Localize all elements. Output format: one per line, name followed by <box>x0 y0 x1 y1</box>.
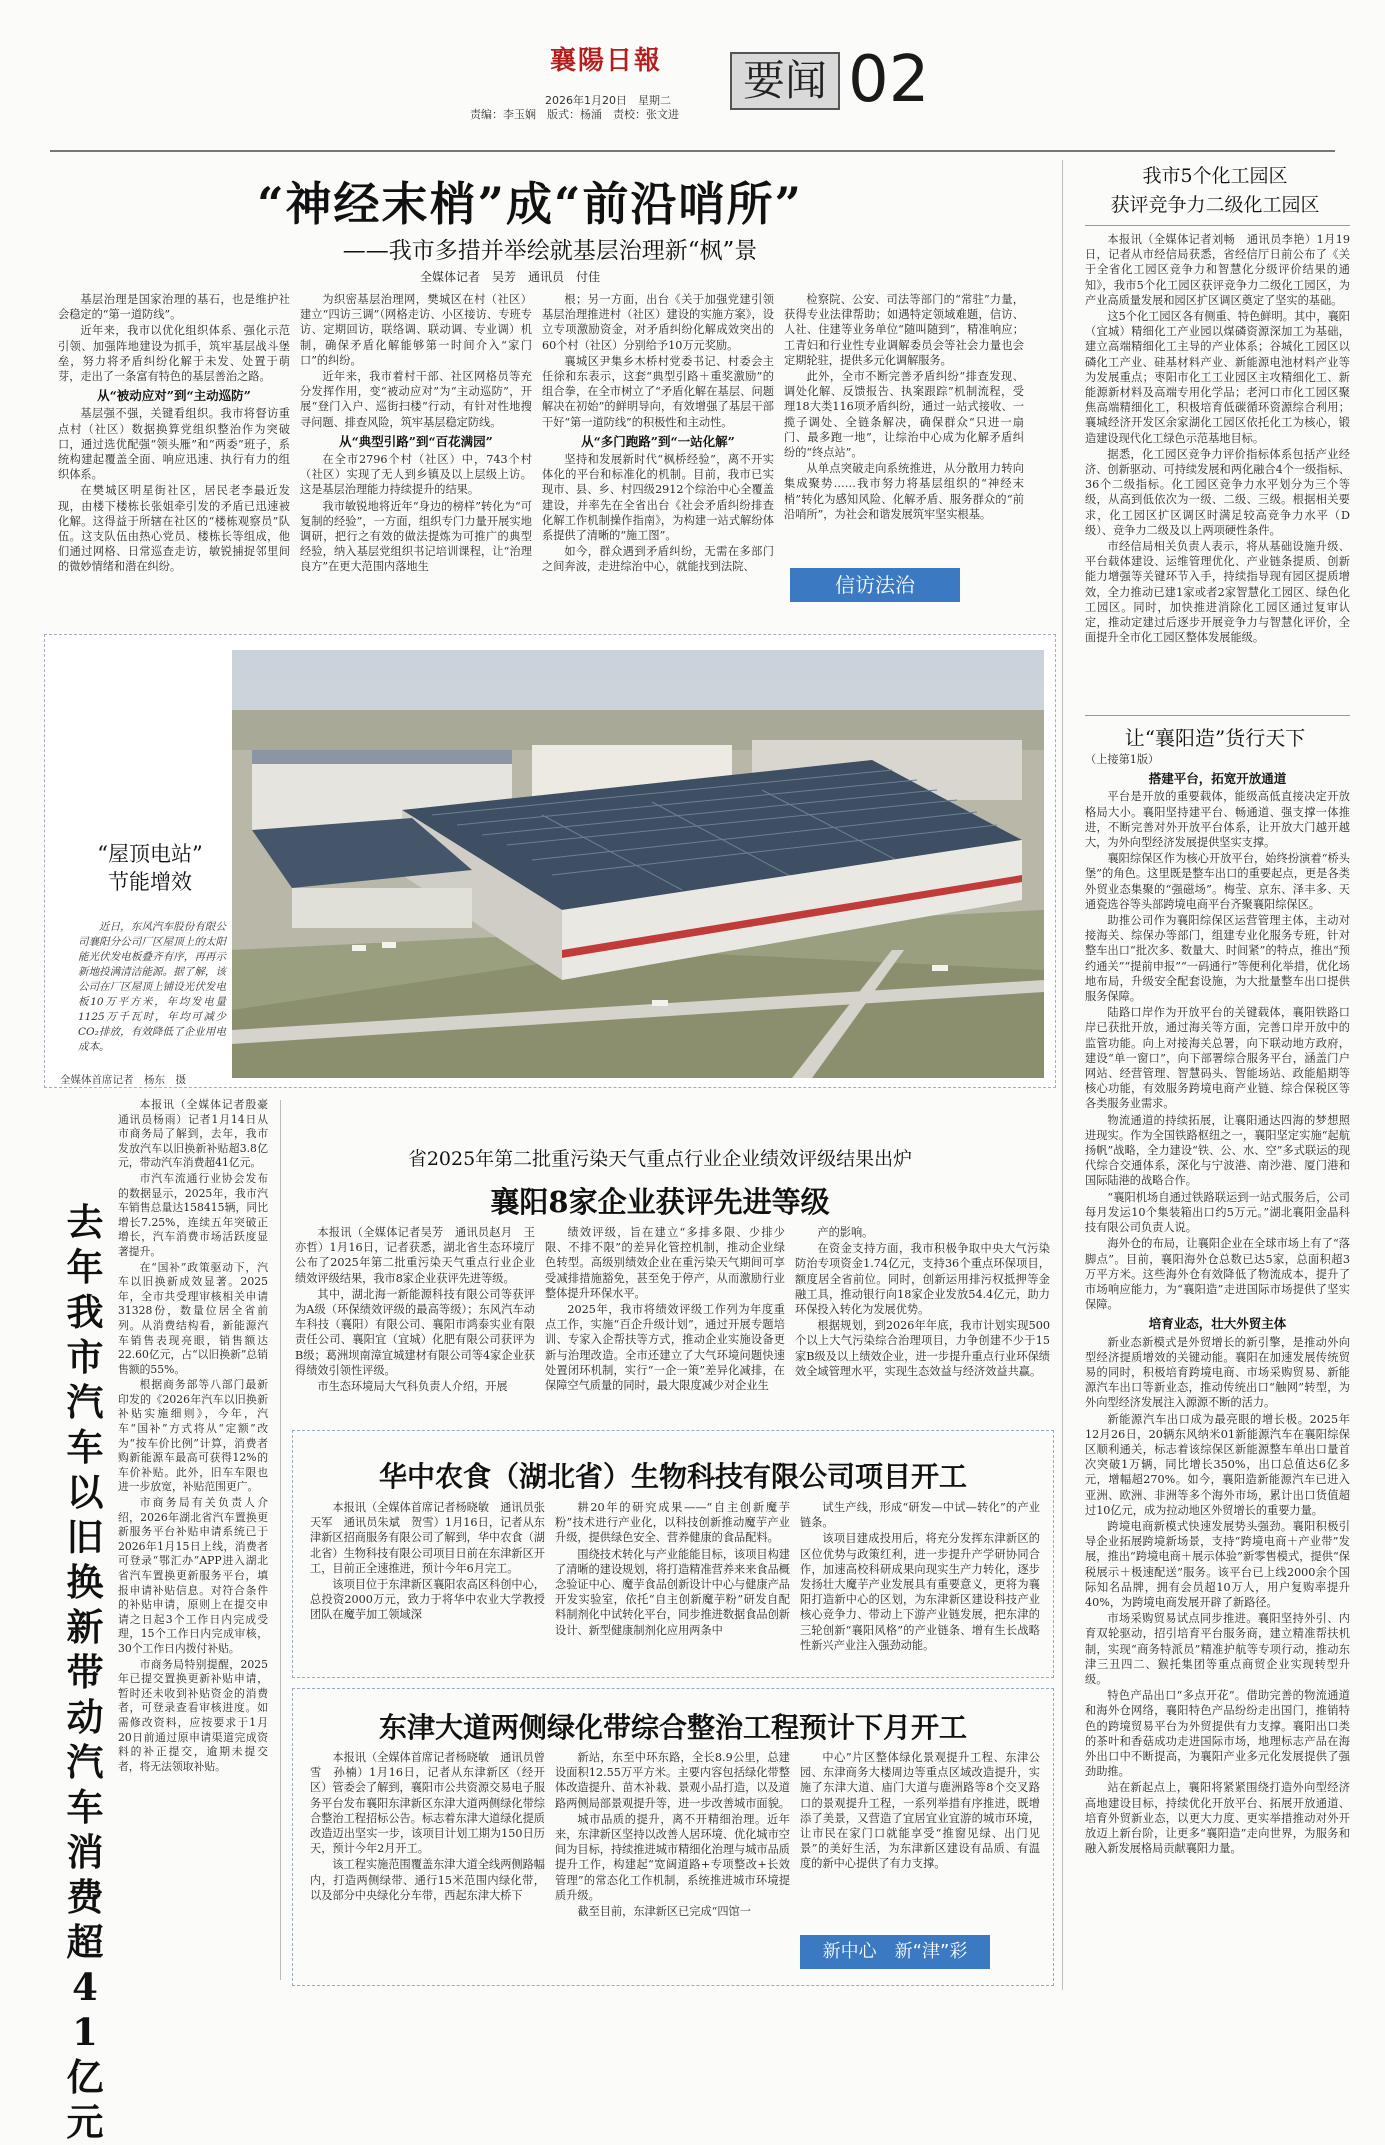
paragraph: 新能源汽车出口成为最亮眼的增长极。2025年12月26日，20辆东风纳米01新能源汽车在襄阳综保区顺利通关，标志着该综保区新能源整车单出口量首次突破1万辆，同比增长350%，出口总值达6亿多元，增幅超270%。如今，襄阳造新能源汽车已进入亚洲、欧洲、非洲等多个海外市场，累计出口货值超过10亿元，成为拉动地区外贸增长的重要力量。 <box>1085 1412 1350 1517</box>
page-number: 02 <box>848 43 930 117</box>
paragraph: “襄阳机场自通过铁路联运到一站式服务后，公司每月发运10个集装箱出口约5万元。”湖北襄阳金晶科技有限公司负责人说。 <box>1085 1190 1350 1235</box>
column-divider <box>280 1100 281 1980</box>
column-divider <box>1062 160 1063 1990</box>
editor-credits: 责编：李玉娴 版式：杨涌 责校：张文进 <box>470 108 679 121</box>
paragraph: 截至目前，东津新区已完成“四馆一 <box>577 1905 751 1919</box>
paragraph: 物流通道的持续拓展，让襄阳通达四海的梦想照进现实。作为全国铁路枢纽之一，襄阳坚定实施“起航扬帆”战略，全力建设“铁、公、水、空”多式联运的现代综合交通体系，深化与宁波港、南沙港、厦门港和国际陆港的战略合作。 <box>1085 1113 1350 1188</box>
paragraph: 本报讯（全媒体记者刘畅 通讯员李艳）1月19日，记者从市经信局获悉，省经信厅日前公布了《关于全省化工园区竞争力和智慧化分级评价结果的通知》，我市5个化工园区获评竞争力二级化工园区，为产业高质量发展和园区扩区调区奠定了坚实的基础。 <box>1085 233 1350 307</box>
paragraph: 襄城区尹集乡木桥村党委书记、村委会主任徐和东表示，这套“典型引路＋重奖激励”的组合拳，在全市树立了“矛盾化解在基层、问题解决在初始”的鲜明导向，有效增强了基层干部干好“第一道防线”的积极性和主动性。 <box>542 354 774 429</box>
paragraph: 根；另一方面，出台《关于加强党建引领基层治理推进村（社区）建设的实施方案》，设立专项激励资金，对矛盾纠纷化解成效突出的60个村（社区）分别给予10万元奖励。 <box>542 293 774 352</box>
pollution-column-3 <box>795 1225 1050 1415</box>
greening-column-2 <box>555 1750 790 1978</box>
photo-credit: 全媒体首席记者 杨东 摄 <box>60 1074 186 1086</box>
logistics-body <box>1085 752 1350 1984</box>
auto-body <box>118 1098 279 1978</box>
paragraph: 为织密基层治理网，樊城区在村（社区）建立“四访三调”（网格走访、小区接访、专班专访、定期回访，联络调、联动调、专业调）机制，确保矛盾化解能够第一时间介入“家门口”的纠纷。 <box>300 293 532 367</box>
paragraph: 该工程实施范围覆盖东津大道全线两侧路幅内，打造两侧绿带、通行15米范围内绿化带，以及部分中央绿化分车带，西起东津大桥下 <box>310 1858 545 1902</box>
chem-headline-line-2: 获评竞争力二级化工园区 <box>1110 194 1320 216</box>
masthead <box>0 0 1385 120</box>
paragraph: 耕20年的研究成果——“自主创新魔芋粉”技术进行产业化，以科技创新推动魔芋产业升级，提供绿色安全、营养健康的食品配料。 <box>555 1501 790 1545</box>
paragraph: 站在新起点上，襄阳将紧紧围绕打造外向型经济高地建设目标，持续优化开放平台、拓展开放通道、培育外贸新业态，以更大力度、更实举措推动对外开放迈上新台阶，让更多“襄阳造”走向世界，为服务和融入新发展格局贡献襄阳力量。 <box>1085 1781 1350 1856</box>
greening-column-1 <box>310 1750 545 1978</box>
paragraph: 中心”片区整体绿化景观提升工程、东津公园、东津商务大楼周边等重点区域改造提升，实施了东津大道、庙门大道与鹿洲路等8个交叉路口的景观提升工程，一系列举措有序推进，既增添了美景，又营造了宜居宜业宜游的城市环境，让市民在家门口就能享受“推窗见绿、出门见景”的美好生活，为东津新区建设有品质、有温度的新中心提供了有力支撑。 <box>800 1751 1040 1871</box>
photo-caption-text: 近日，东风汽车股份有限公司襄阳分公司厂区屋顶上的太阳能光伏发电板叠齐有序，再再示新地投满清洁能源。据了解，该公司在厂区屋顶上铺设光伏发电板10万平方米，年均发电量1125万千瓦时，年均可减少CO₂排放，有效降低了企业用电成本。 <box>78 921 226 1053</box>
agri-column-3 <box>800 1500 1040 1670</box>
pollution-headline: 襄阳8家企业获评先进等级 <box>490 1185 830 1219</box>
paragraph: 绩效评级，旨在建立“多排多限、少排少限、不排不限”的差异化管控机制，推动企业绿色转型。高级别绩效企业在重污染天气期间可享受减排措施豁免，甚至免于停产，从而激励行业整体提升环保水平。 <box>545 1226 785 1300</box>
paragraph: 试生产线，形成“研发—中试—转化”的产业链条。 <box>800 1501 1040 1530</box>
agri-column-1 <box>310 1500 545 1670</box>
paragraph: 坚持和发展新时代“枫桥经验”，离不开实体化的平台和标准化的机制。目前，我市已实现市、县、乡、村四级2912个综治中心全覆盖建设，并率先在全省出台《社会矛盾纠纷排查化解工作机制操作指南》，为构建一站式解纷体系提供了清晰的“施工图”。 <box>542 453 774 543</box>
paragraph: 海外仓的布局，让襄阳企业在全球市场上有了“落脚点”。目前，襄阳海外仓总数已达5家，总面积超3万平方米。这些海外仓有效降低了物流成本，提升了市场响应能力，为“襄阳造”走进国际市场提供了坚实保障。 <box>1085 1237 1350 1312</box>
lead-subheadline: ——我市多措并举绘就基层治理新“枫”景 <box>342 238 758 264</box>
paragraph: 襄阳综保区作为核心开放平台，始终扮演着“桥头堡”的角色。这里既是整车出口的重要起点，更是各类外贸业态集聚的“强磁场”。梅莹、京东、泽丰多、天通瓷选谷等头部跨境电商平台齐聚襄阳综保区。 <box>1085 852 1350 911</box>
paragraph: 在“国补”政策驱动下，汽车以旧换新成效显著。2025年，全市共受理审核相关申请31328份，数量位居全省前列。从消费结构看，新能源汽车销售表现亮眼，销售额达22.60亿元，占“以旧换新”总销售额的55%。 <box>118 1260 268 1376</box>
lead-subheading-3: 从“多门跑路”到“一站化解” <box>581 433 735 449</box>
paragraph: 我市敏锐地将近年“身边的榜样”转化为“可复制的经验”，一方面，组织专门力量开展实地调研，把行之有效的做法提炼为可推广的典型经验，纳入基层党组织书记培训课程，让“治理良方”在更大范围内落地生 <box>300 499 532 574</box>
pollution-column-1 <box>295 1225 535 1415</box>
logistics-subheading-2: 培育业态，壮大外贸主体 <box>1148 1316 1287 1332</box>
lead-byline: 全媒体记者 吴芳 通讯员 付佳 <box>420 270 601 284</box>
paragraph: 本报讯（全媒体首席记者杨晓敏 通讯员曾雪 孙楠）1月16日，记者从东津新区（经开区）管委会了解到，襄阳市公共资源交易电子服务平台发布襄阳东津新区东津大道两侧绿化带综合整治工程招标公告。标志着东津大道绿化提质改造迈出坚实一步，该项目计划工期为150日历天，预计今年2月开工。 <box>310 1751 545 1856</box>
greening-headline: 东津大道两侧绿化带综合整治工程预计下月开工 <box>378 1711 967 1744</box>
lead-column-1 <box>58 292 290 622</box>
paragraph: 其中，湖北海一新能源科技有限公司等获评为A级（环保绩效评级的最高等级）；东风汽车动车科技（襄阳）有限公司、襄阳市鸿泰实业有限责任公司、襄阳宜（宜城）化肥有限公司获评为B级；葛洲坝南漳宜城建材有限公司等4家企业获得绩效引领性评级。 <box>295 1287 535 1377</box>
paragraph: 市生态环境局大气科负责人介绍，开展 <box>317 1380 508 1394</box>
pollution-kicker: 省2025年第二批重污染天气重点行业企业绩效评级结果出炉 <box>407 1148 913 1170</box>
masthead-rule <box>50 150 1335 152</box>
paragraph: 陆路口岸作为开放平台的关键载体，襄阳铁路口岸已获批开放，通过海关等方面，完善口岸开放中的监管功能。向上对接海关总署，向下联动地方政府，建设“单一窗口”，向下部署综合服务平台，涵盖门户网站、经营管理、智慧码头、智能场站、政能船期等核心功能，有效服务跨境电商产业链、综合保税区等各类服务业需求。 <box>1085 1006 1350 1111</box>
chem-headline-line-1: 我市5个化工园区 <box>1142 165 1288 187</box>
lead-column-3 <box>542 292 774 622</box>
paragraph: 新站，东至中环东路，全长8.9公里，总建设面积12.55万平方米。主要内容包括绿化带整体改造提升、苗木补栽、景观小品打造，以及道路两侧局部景观提升等，进一步改善城市面貌。 <box>555 1751 790 1810</box>
xinfang-badge: 信访法治 <box>790 568 960 602</box>
chem-headline <box>1080 162 1350 220</box>
pollution-column-2 <box>545 1225 785 1415</box>
photo-caption-title <box>70 840 230 896</box>
auto-headline: 去年我市汽车以旧换新带动汽车消费超41亿元 <box>66 1200 104 2144</box>
paragraph: 助推公司作为襄阳综保区运营管理主体，主动对接海关、综保办等部门，组建专业化服务专班，针对整车出口“批次多、数量大、时间紧”的特点，推出“预约通关”“提前申报”“一码通行”等便利化举措，优化场地布局，升级安全配套设施，为大批量整车出口提供服务保障。 <box>1085 914 1350 1004</box>
paragraph: 根据规划，到2026年年底，我市计划实现500个以上大气污染综合治理项目，力争创建不少于15家B级及以上绩效企业，进一步提升重点行业环保绩效全域管理水平，实现生态效益与经济效益共赢。 <box>795 1319 1050 1378</box>
paragraph: 此外，全市不断完善矛盾纠纷“排查发现、调处化解、反馈报告、执案跟踪”机制流程，受理18大类116项矛盾纠纷，通过一站式接收、一揽子调处、全链条解决，确保群众“只进一扇门、最多跑一地”，让综治中心成为化解矛盾纠纷的“终点站”。 <box>784 370 1024 460</box>
paragraph: 本报讯（全媒体首席记者杨晓敏 通讯员张天军 通讯员朱斌 贺雪）1月16日，记者从东津新区招商服务有限公司了解到，华中农食（湖北省）生物科技有限公司项目日前在东津新区开工，目前正全速推进，预计今年6月完工。 <box>310 1501 545 1575</box>
paragraph: 跨境电商新模式快速发展势头强劲。襄阳积极引导企业拓展跨境新场景，支持“跨境电商＋产业带”发展，推出“跨境电商＋展示体验”新零售模式，提供“保税展示＋极速配送”服务。该平台已上线2000余个国际知名品牌，拥有会员超10万人，用户复购率提升40%，为跨境电商发展开辟了新路径。 <box>1085 1519 1350 1609</box>
photo-caption-title-line-2: 节能增效 <box>108 870 192 894</box>
paragraph: 该项目位于东津新区襄阳农高区科创中心，总投资2000万元，致力于将华中农业大学教授团队在魔芋加工领域深 <box>310 1578 545 1622</box>
paragraph: 本报讯（全媒体记者吴芳 通讯员赵月 王亦哲）1月16日，记者获悉，湖北省生态环境厅公布了2025年第二批重污染天气重点行业企业绩效评级结果，我市8家企业获评先进等级。 <box>295 1226 535 1285</box>
logistics-subheading-1: 搭建平台，拓宽开放通道 <box>1148 771 1287 787</box>
paragraph: 市经信局相关负责人表示，将从基础设施升级、平台载体建设、运维管理优化、产业链条提质、创新能力增强等关键环节入手，持续指导现有园区提质增效，全力推动已建1家或者2家智慧化工园区、绿色化工园区。同时，加快推进消除化工园区通过复审认定，推动定建过后逐步开展竞争力与智慧化评价，全面提升全市化工园区整体发展能级。 <box>1085 540 1350 645</box>
agri-column-2 <box>555 1500 790 1670</box>
paragraph: 市商务局特别提醒，2025年已提交置换更新补贴申请，暂时还未收到补贴资金的消费者，可登录查看审核进度。如需修改资料，应按要求于1月20日前通过原申请渠道完成资料的补正提交，逾期未提交者，将无法领取补贴。 <box>118 1657 268 1773</box>
paragraph: 市汽车流通行业协会发布的数据显示，2025年，我市汽车销售总量达158415辆，同比增长7.25%，连续五年突破正增长，汽车消费市场活跃度显著提升。 <box>118 1171 268 1258</box>
paragraph: 城市品质的提升，离不开精细治理。近年来，东津新区坚持以改善人居环境、优化城市空间为目标，持续推进城市精细化治理与城市品质提升工作，构建起“宽阔道路+专项整改+长效管理”的常态化工作机制，系统推进城市环境提质升级。 <box>555 1812 790 1902</box>
paragraph: 检察院、公安、司法等部门的“常驻”力量，获得专业法律帮助；如遇特定领域难题，信访、人社、住建等业务单位“随叫随到”，精准响应；工青妇和行业性专业调解委员会等社会力量也会定期轮驻，提供多元化调解服务。 <box>784 293 1024 367</box>
lead-subheading-2: 从“典型引路”到“百花满园” <box>339 433 493 449</box>
paragraph: 平台是开放的重要载体，能级高低直接决定开放格局大小。襄阳坚持建平台、畅通道、强支撑一体推进，不断完善对外开放平台体系，让开放大门越开越大，为外向型经济发展提供坚实支撑。 <box>1085 790 1350 850</box>
paragraph: 2025年，我市将绩效评级工作列为年度重点工作，实施“百企升级计划”，通过开展专题培训、专家入企帮扶等方式，推动企业实施设备更新与治理改造。全市还建立了大气环境问题快速处置闭环机制，实行“一企一策”差异化减排，在保障空气质量的同时，最大限度减少对企业生 <box>545 1303 785 1393</box>
paragraph: 特色产品出口“多点开花”。借助完善的物流通道和海外仓网络，襄阳特色产品纷纷走出国门，推销特色的跨境贸易平台为外贸提供有力支撑。襄阳出口类的茶叶和香菇成功走进国际市场，地理标志产品在海外出口中不断提高，为襄阳产业多元化发展提供了强劲助推。 <box>1085 1689 1350 1779</box>
factory-aerial-photo <box>232 650 1044 1078</box>
agri-headline: 华中农食（湖北省）生物科技有限公司项目开工 <box>378 1460 967 1493</box>
photo-caption <box>78 920 226 1055</box>
paragraph: 如今，群众遇到矛盾纠纷，无需在多部门之间奔波，走进综治中心，就能找到法院、 <box>542 545 774 574</box>
chem-body <box>1085 232 1350 712</box>
continued-note: （上接第1版） <box>1085 753 1160 766</box>
paragraph: 基层治理是国家治理的基石，也是维护社会稳定的“第一道防线”。 <box>58 293 290 322</box>
lead-subheading-1: 从“被动应对”到“主动巡防” <box>97 388 251 404</box>
lead-headline: “神经末梢”成“前沿哨所” <box>257 177 803 231</box>
paragraph: 本报讯（全媒体记者殷豪 通讯员杨雨）记者1月14日从市商务局了解到，去年，我市发放汽车以旧换新补贴超3.8亿元，带动汽车消费超41亿元。 <box>118 1098 279 1170</box>
paragraph: 围绕技术转化与产业能能目标，该项目构建了清晰的建设规划，将打造精准营养来来食品概念验证中心、魔芋食品创新设计中心与健康产品开发实验室，依托“自主创新魔芋粉”研发自配料制剂化中试转化平台，同步推进数据食品创新设计、新型健康制剂化应用两条中 <box>555 1547 790 1637</box>
paragraph: 从单点突破走向系统推进，从分散用力转向集成聚势……我市努力将基层组织的“神经末梢”转化为感知风险、化解矛盾、服务群众的“前沿哨所”，为社会和谐发展筑牢坚实根基。 <box>784 462 1024 521</box>
paragraph: 市场采购贸易试点同步推进。襄阳坚持外引、内育双轮驱动，招引培育平台服务商，建立精准帮扶机制，实现“商务特派员”精准护航等专项行动，推动东津三丑四二、猴托集团等重点商贸企业实现转型升级。 <box>1085 1612 1350 1686</box>
newspaper-logo: 襄陽日報 <box>550 46 663 76</box>
paragraph: 在资金支持方面，我市积极争取中央大气污染防治专项资金1.74亿元，支持36个重点环保项目，额度居全省前位。同时，创新运用排污权抵押等金融工具，推动银行向18家企业发放54.4亿元，助力环保投入转化为发展优势。 <box>795 1242 1050 1317</box>
greening-column-3 <box>800 1750 1040 1920</box>
xinzhongxin-badge: 新中心 新“津”彩 <box>800 1935 990 1969</box>
paragraph: 该项目建成投用后，将充分发挥东津新区的区位优势与政策红利，进一步提升产学研协同合作，加速高校科研成果向现实生产力转化，逐步发扬壮大魔芋产业发展具有重要意义，更将为襄阳打造新中心的区划，为东津新区建设科技产业核心竞争力、带动上下游产业链发展，把东津的三轮创新“襄阳风格”的产业链条、增有生长战略性新兴产业注入强劲动能。 <box>800 1532 1040 1652</box>
section-label: 要闻 <box>730 52 840 110</box>
divider <box>1085 715 1350 716</box>
photo-caption-title-line-1: “屋顶电站” <box>97 842 203 866</box>
logistics-headline: 让“襄阳造”货行天下 <box>1124 726 1306 750</box>
paragraph: 近年来，我市以优化组织体系、强化示范引领、加强阵地建设为抓手，筑牢基层战斗堡垒，努力将矛盾纠纷化解于未发、处置于萌芽，走出了一条富有特色的基层善治之路。 <box>58 324 290 384</box>
paragraph: 市商务局有关负责人介绍，2026年湖北省汽车置换更新服务平台补贴申请系统已于2026年1月15日上线，消费者可登录“鄂汇办”APP进入湖北省汽车置换更新服务平台，填报申请补贴信息。对符合条件的补贴申请，原则上在提交申请之日起3个工作日内完成受理，15个工作日内完成审核，30个工作日内拨付补贴。 <box>118 1496 268 1655</box>
paragraph: 产的影响。 <box>817 1226 874 1239</box>
paragraph: 在全市2796个村（社区）中，743个村（社区）实现了无人到乡镇及以上层级上访。这是基层治理能力持续提升的结果。 <box>300 453 532 497</box>
chem-headline-rule <box>1085 225 1350 226</box>
paragraph: 基层强不强，关键看组织。我市将督访重点村（社区）数据换算党组织整治作为突破口，通过选优配强“领头雁”和“两委”班子，系统构建起覆盖全面、响应迅速、执行有力的组织体系。 <box>58 407 290 482</box>
lead-column-2 <box>300 292 532 622</box>
paragraph: 这5个化工园区各有侧重、特色鲜明。其中，襄阳（宜城）精细化工产业园以煤磷资源深加工为基础，建立高端精细化工主导的产业体系；谷城化工园区以磷化工产业、硅基材料产业、新能源电池材料产业等为发展重点；枣阳市化工工业园区主攻精细化工、新能源新材料及高端专用化学品；老河口市化工园区聚焦高端精细化工，积极培育低碳循环资源综合利用；襄城经济开发区余家湖化工园区依托化工为核心，锻造建设现代化工绿色示范基地目标。 <box>1085 310 1350 445</box>
paragraph: 在樊城区明星街社区，居民老李最近发现，由楼下楼栋长张姐牵引发的矛盾已迅速被化解。这得益于所辖在社区的“楼栋观察员”队伍。这支队伍由热心党员、楼栋长等组成，他们通过网格、日常巡查走访，敏锐捕捉邻里间的微妙情绪和潜在纠纷。 <box>58 484 290 574</box>
paragraph: 近年来，我市着村干部、社区网格员等充分发挥作用，变“被动应对”为“主动巡防”，开展“登门入户、巡街扫楼”行动，有针对性地搜寻问题、排查风险，筑牢基层稳定防线。 <box>300 370 532 429</box>
issue-date: 2026年1月20日 星期二 <box>545 94 671 107</box>
paragraph: 新业态新模式是外贸增长的新引擎，是推动外向型经济提质增效的关键动能。襄阳在加速发展传统贸易的同时，积极培育跨境电商、市场采购贸易、新能源汽车出口等新业态，推动传统出口“触网”转型，为外向型经济发展注入源源不断的活力。 <box>1085 1335 1350 1410</box>
paragraph: 根据商务部等八部门最新印发的《2026年汽车以旧换新补贴实施细则》，今年，汽车“国补”方式将从“定额”改为“按车价比例”计算，消费者购新能源车最高可获得12%的车价补贴。此外，旧车车限也进一步放宽，补贴范围更广。 <box>118 1378 268 1494</box>
lead-column-4 <box>784 292 1024 562</box>
paragraph: 据悉，化工园区竞争力评价指标体系包括产业经济、创新驱动、可持续发展和两化融合4个一级指标、36个二级指标。化工园区竞争力水平划分为三个等级，从高到低依次为一级、二级、三级。根据相关要求，化工园区扩区调区时满足较高竞争力水平（D级）、竞争力二级及以上两项硬性条件。 <box>1085 447 1350 537</box>
